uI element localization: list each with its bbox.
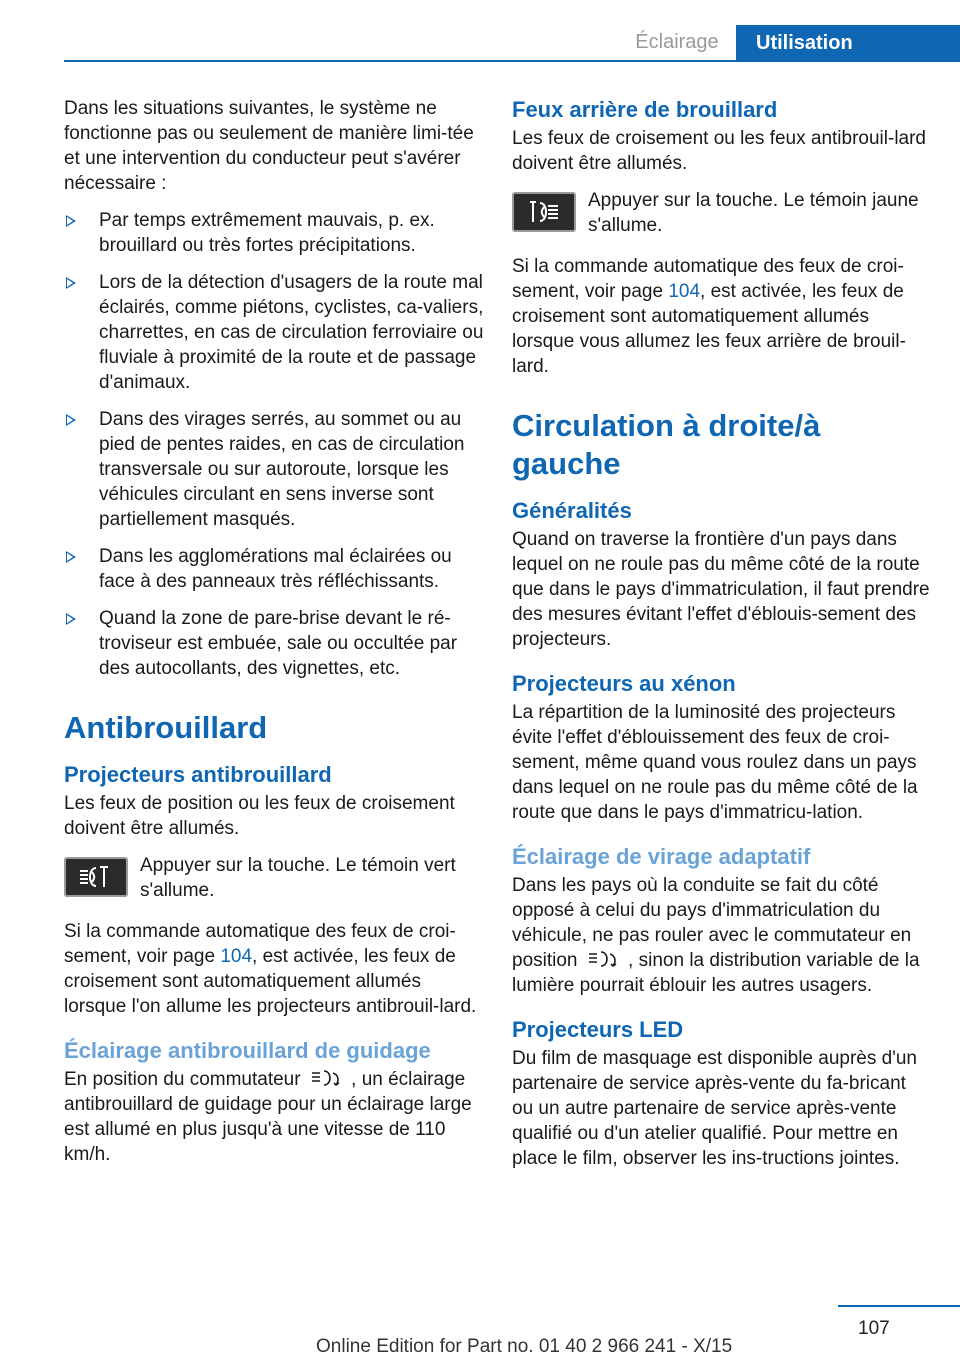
rear-fog-light-button-icon — [512, 192, 576, 232]
fog-rear-button-text: Appuyer sur la touche. Le témoin jaune s'allume. — [588, 190, 919, 236]
heading-xenon: Projecteurs au xénon — [512, 671, 736, 696]
front-fog-light-button-icon — [64, 857, 128, 897]
footer-rule — [838, 1305, 960, 1307]
heading-circulation: Circulation à droite/à gauche — [512, 408, 821, 481]
bullet-triangle-icon — [66, 277, 76, 289]
page-link-104[interactable]: 104 — [220, 946, 253, 967]
guide-text: En position du commutateur , un éclairage antibrouillard de guidage pour un éclairage large est allumé en plus jusqu'à une vitesse de 110 km/h. — [64, 1069, 472, 1165]
edition-note: Online Edition for Part no. 01 40 2 966 241 - X/15 — [316, 1336, 733, 1357]
fog-front-text: Les feux de position ou les feux de croisement doivent être allumés. — [64, 793, 455, 839]
xenon-text: La répartition de la luminosité des projecteurs évite l'effet d'éblouissement des feux de croi-sement, même quand vous roulez dans un pays dans lequel on ne roule pas du même côté de la route que dans le pays d'immatricu-lation. — [512, 702, 918, 823]
fog-rear-auto-text: Si la commande automatique des feux de croi-sement, voir page 104, est activée, les feux de croisement sont automatiquement allumés lorsque vous allumez les feux arrière de brouil-lard. — [512, 256, 906, 377]
general-text: Quand on traverse la frontière d'un pays dans lequel on ne roule pas du même côté de la route que dans le pays d'immatriculation, il faut prendre des mesures évitant l'effet d'éblouis-sement des projecteurs. — [512, 529, 930, 650]
bullet-triangle-icon — [66, 215, 76, 227]
fog-front-auto-text: Si la commande automatique des feux de croi-sement, voir page 104, est activée, les feux de croisement sont automatiquement allumés lorsque l'on allume les projecteurs antibrouil-lard. — [64, 921, 477, 1017]
bullet-triangle-icon — [66, 613, 76, 625]
list-item: Dans les agglomérations mal éclairées ou face à des panneaux très réfléchissants. — [64, 544, 484, 594]
bullet-triangle-icon — [66, 551, 76, 563]
limitations-list — [64, 208, 484, 681]
header-chapter-tab: Utilisation — [736, 25, 960, 62]
heading-guide-lighting: Éclairage antibrouillard de guidage — [64, 1038, 431, 1063]
list-item: Lors de la détection d'usagers de la route mal éclairés, comme piétons, cyclistes, ca-valiers, charrettes, en cas de circulation ferroviaire ou fluviale à proximité de la route et de passage d'animaux. — [64, 270, 484, 395]
bullet-triangle-icon — [66, 414, 76, 426]
heading-led: Projecteurs LED — [512, 1017, 684, 1042]
page-link-104[interactable]: 104 — [668, 281, 701, 302]
header-rule — [64, 60, 960, 62]
list-item: Par temps extrêmement mauvais, p. ex. brouillard ou très fortes précipitations. — [64, 208, 484, 258]
heading-adaptive-lighting: Éclairage de virage adaptatif — [512, 844, 811, 869]
fog-front-button-text: Appuyer sur la touche. Le témoin vert s'allume. — [140, 855, 456, 901]
fog-front-button-row — [64, 853, 484, 907]
heading-general: Généralités — [512, 498, 632, 523]
led-text: Du film de masquage est disponible auprès d'un partenaire de service après-vente du fa-bricant ou un autre partenaire de service après-vente qualifié ou d'un atelier qualifié. Pour mettre en place le film, observer les ins-tructions jointes. — [512, 1048, 917, 1169]
heading-fog-front: Projecteurs antibrouillard — [64, 762, 332, 787]
fog-rear-button-row — [512, 188, 932, 242]
page-number: 107 — [858, 1318, 890, 1339]
adaptive-light-switch-icon — [583, 948, 623, 970]
heading-antibrouillard: Antibrouillard — [64, 710, 268, 745]
adaptive-light-switch-icon — [306, 1067, 346, 1089]
heading-fog-rear: Feux arrière de brouillard — [512, 97, 778, 122]
list-item: Dans des virages serrés, au sommet ou au pied de pentes raides, en cas de circulation transversale ou sur autoroute, lorsque les véhicules circulant en sens inverse sont partiellement masqués. — [64, 407, 484, 532]
left-column — [64, 96, 484, 1167]
right-column — [512, 96, 932, 1171]
fog-rear-text: Les feux de croisement ou les feux antibrouil-lard doivent être allumés. — [512, 128, 927, 174]
adaptive-text: Dans les pays où la conduite se fait du côté opposé à celui du pays d'immatriculation du véhicule, ne pas rouler avec le commutateur en position , sinon la distribution variable de la lumière pourrait éblouir les autres usagers. — [512, 875, 920, 996]
intro-paragraph: Dans les situations suivantes, le système ne fonctionne pas ou seulement de manière limi-tée et une intervention du conducteur peut s'avérer nécessaire : — [64, 98, 474, 194]
list-item: Quand la zone de pare-brise devant le ré-troviseur est embuée, sale ou occultée par des autocollants, des vignettes, etc. — [64, 606, 484, 681]
header-section-tab: Éclairage — [635, 31, 719, 53]
